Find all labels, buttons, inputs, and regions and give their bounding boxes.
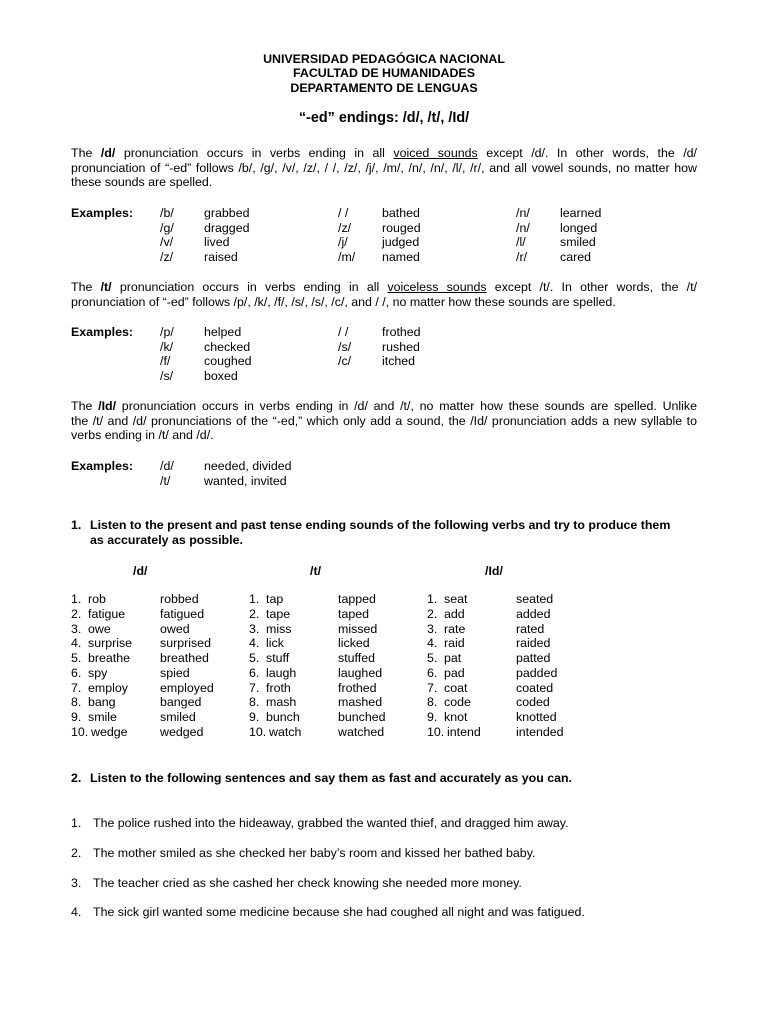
sentence-1: 1. The police rushed into the hideaway, grabbed the wanted thief, and dragged him away.: [71, 816, 569, 830]
t-paragraph: [71, 280, 697, 309]
verb-present: knot: [444, 710, 468, 724]
verb-present: add: [444, 606, 465, 621]
verb-present: froth: [266, 680, 291, 695]
verb-present: owe: [88, 621, 111, 636]
d-column-header: /d/: [133, 564, 148, 578]
verb-number: 2.: [427, 606, 438, 621]
verb-present: surprise: [88, 636, 133, 651]
example-row: /r/ cared: [516, 250, 591, 265]
verb-past: rated: [516, 621, 545, 636]
verb-past: owed: [160, 621, 190, 636]
verb-present: employ: [88, 680, 128, 695]
verb-present: fatigue: [88, 606, 126, 621]
d-examples-col-2: [338, 206, 421, 265]
id-paragraph-line-1: The /Id/ pronunciation occurs in verbs ending in /d/ and /t/, no matter how these sounds are spelled. Unlike: [71, 399, 697, 413]
d-paragraph: [71, 146, 697, 190]
verb-number: 2.: [249, 606, 260, 621]
verb-number: 5.: [249, 651, 260, 665]
verb-present: mash: [266, 695, 297, 710]
d-examples-col-3: [516, 206, 601, 265]
id-paragraph: [71, 399, 697, 443]
verb-number: 3.: [249, 621, 260, 636]
verb-past: taped: [338, 606, 370, 621]
verb-past: seated: [516, 592, 554, 606]
example-row: /c/ itched: [338, 354, 416, 369]
id-examples-col-1: [160, 459, 292, 488]
sentence-2: 2. The mother smiled as she checked her baby’s room and kissed her bathed baby.: [71, 846, 536, 860]
example-row: /z/ rouged: [338, 220, 421, 235]
verb-number: 10.: [71, 724, 89, 739]
example-row: /t/ wanted, invited: [160, 473, 287, 488]
verb-present: tape: [266, 606, 291, 621]
verb-number: 1.: [427, 592, 438, 606]
verb-present: watch: [269, 724, 302, 739]
verb-number: 7.: [427, 680, 438, 695]
verb-past: missed: [338, 621, 378, 636]
verb-number: 10.: [427, 724, 445, 739]
verb-present: miss: [266, 621, 292, 636]
example-row: /j/ judged: [338, 235, 420, 250]
example-row: /n/ learned: [516, 206, 602, 220]
verb-number: 8.: [427, 695, 438, 710]
exercise-1-line-1: 1. Listen to the present and past tense ending sounds of the following verbs and try to produce them: [71, 518, 671, 532]
verb-present: pad: [444, 665, 465, 680]
verb-past: fatigued: [160, 606, 205, 621]
d-paragraph-line-1: The /d/ pronunciation occurs in verbs ending in all voiced sounds except /d/. In other words, the /d/: [71, 146, 698, 160]
header-university: UNIVERSIDAD PEDAGÓGICA NACIONAL: [263, 52, 505, 66]
verb-number: 8.: [249, 695, 260, 710]
verb-present: tap: [266, 592, 284, 606]
verb-past: raided: [516, 636, 551, 651]
id-column-header: /Id/: [485, 564, 503, 578]
verb-past: tapped: [338, 592, 376, 606]
verb-number: 5.: [427, 651, 438, 665]
verb-present: wedge: [91, 724, 128, 739]
t-examples-col-1: [160, 325, 252, 384]
verb-past: laughed: [338, 665, 383, 680]
d-paragraph-line-3: these sounds are spelled.: [71, 175, 213, 190]
sentence-3: 3. The teacher cried as she cashed her check knowing she needed more money.: [71, 876, 522, 890]
verb-present: bunch: [266, 710, 300, 724]
verb-past: smiled: [160, 710, 196, 724]
verb-past: wedged: [160, 724, 204, 739]
verb-number: 4.: [249, 636, 260, 651]
verb-past: robbed: [160, 592, 199, 606]
examples-label: Examples:: [71, 459, 133, 473]
exercise-1-line-2: as accurately as possible.: [90, 532, 243, 547]
exercise-1-instructions: [71, 518, 711, 547]
verb-number: 9.: [427, 710, 438, 724]
example-row: /g/ dragged: [160, 220, 250, 235]
example-row: /s/ boxed: [160, 369, 238, 384]
verb-number: 5.: [71, 651, 82, 665]
verb-past: mashed: [338, 695, 383, 710]
verb-present: intend: [447, 724, 481, 739]
verb-present: stuff: [266, 651, 290, 665]
verb-present: rate: [444, 621, 466, 636]
header-faculty: FACULTAD DE HUMANIDADES: [293, 66, 475, 81]
verb-number: 4.: [427, 636, 438, 651]
verb-number: 6.: [427, 665, 438, 680]
verb-past: added: [516, 606, 551, 621]
d-paragraph-line-2: pronunciation of “-ed” follows /b/, /g/, /v/, /z/, / /, /z/, /j/, /m/, /n/, /n/, /l/, /r/, and all vowel sounds, no matter how: [71, 160, 697, 175]
header-department: DEPARTAMENTO DE LENGUAS: [290, 80, 478, 95]
verb-number: 9.: [71, 710, 82, 724]
verb-present: breathe: [88, 651, 131, 665]
example-row: /m/ named: [338, 250, 420, 265]
verb-present: lick: [266, 636, 284, 651]
verb-past: patted: [516, 651, 551, 665]
example-row: /l/ smiled: [516, 235, 596, 250]
verb-number: 9.: [249, 710, 260, 724]
exercise-2-instructions: [71, 771, 711, 786]
verb-present: pat: [444, 651, 462, 665]
verb-present: coat: [444, 680, 468, 695]
verb-past: bunched: [338, 710, 386, 724]
verb-present: seat: [444, 592, 468, 606]
verb-present: smile: [88, 710, 117, 724]
verb-past: knotted: [516, 710, 557, 724]
examples-label: Examples:: [71, 206, 133, 220]
verb-number: 6.: [71, 665, 82, 680]
example-row: /v/ lived: [160, 235, 230, 250]
example-row: /k/ checked: [160, 339, 251, 354]
t-paragraph-line-1: The /t/ pronunciation occurs in verbs ending in all voiceless sounds except /t/. In other words, the /t/: [71, 280, 698, 294]
example-row: /f/ coughed: [160, 354, 252, 369]
verb-present: raid: [444, 636, 465, 651]
verb-past: banged: [160, 695, 202, 710]
verb-present: bang: [88, 695, 116, 710]
verb-present: laugh: [266, 665, 297, 680]
verb-past: padded: [516, 665, 558, 680]
example-row: /s/ rushed: [338, 339, 420, 354]
document-header: [0, 52, 768, 95]
verb-number: 1.: [249, 592, 260, 606]
verb-number: 2.: [71, 606, 82, 621]
d-examples-col-1: [160, 206, 249, 265]
verb-present: code: [444, 695, 471, 710]
verb-past: stuffed: [338, 651, 375, 665]
id-paragraph-line-3: verbs ending in /t/ and /d/.: [71, 428, 214, 443]
example-row: /b/ grabbed: [160, 206, 250, 220]
verb-number: 1.: [71, 592, 82, 606]
example-row: / / frothed: [338, 325, 421, 339]
example-row: /n/ longed: [516, 220, 598, 235]
verb-past: coated: [516, 680, 554, 695]
verb-past: surprised: [160, 636, 211, 651]
page-title: “-ed” endings: /d/, /t/, /Id/: [298, 110, 470, 126]
verb-past: coded: [516, 695, 550, 710]
verb-number: 7.: [249, 680, 260, 695]
verb-past: employed: [160, 680, 214, 695]
verb-number: 4.: [71, 636, 82, 651]
verb-number: 6.: [249, 665, 260, 680]
examples-label: Examples:: [71, 325, 133, 339]
verb-past: spied: [160, 665, 190, 680]
example-row: /z/ raised: [160, 250, 238, 265]
verb-number: 3.: [427, 621, 438, 636]
verb-past: licked: [338, 636, 370, 651]
example-row: / / bathed: [338, 206, 420, 220]
sentence-4: 4. The sick girl wanted some medicine because she had coughed all night and was fatigued.: [71, 905, 585, 919]
t-column-header: /t/: [310, 564, 322, 578]
verb-present: spy: [88, 665, 108, 680]
verb-number: 7.: [71, 680, 82, 695]
t-examples-col-2: [338, 325, 421, 369]
verb-past: breathed: [160, 651, 209, 665]
example-row: /p/ helped: [160, 325, 242, 339]
verb-past: intended: [516, 724, 564, 739]
verb-past: frothed: [338, 680, 377, 695]
verb-number: 10.: [249, 724, 267, 739]
example-row: /d/ needed, divided: [160, 459, 292, 473]
t-paragraph-line-2: pronunciation of “-ed” follows /p/, /k/, /f/, /s/, /s/, /c/, and / /, no matter how these sounds are spelled.: [71, 294, 616, 309]
exercise-2-line-1: 2. Listen to the following sentences and say them as fast and accurately as you can.: [71, 771, 573, 785]
verb-past: watched: [338, 724, 385, 739]
id-paragraph-line-2: the /t/ and /d/ pronunciations of the “-ed,” which only add a sound, the /Id/ pronunciation adds a new syllable to: [71, 413, 697, 428]
verb-present: rob: [88, 592, 106, 606]
verb-number: 8.: [71, 695, 82, 710]
verb-number: 3.: [71, 621, 82, 636]
